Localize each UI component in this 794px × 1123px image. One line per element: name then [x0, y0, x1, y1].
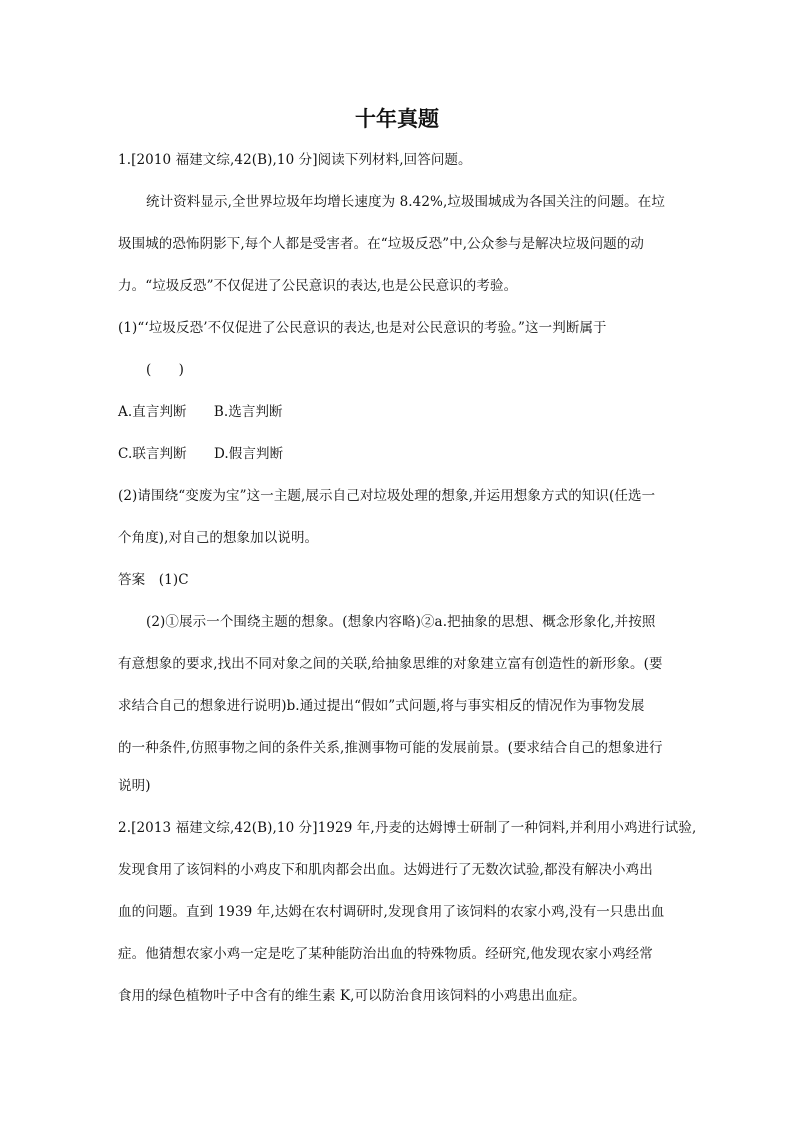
q1-answer-line: (2)①展示一个围绕主题的想象。(想象内容略)②a.把抽象的思想、概念形象化,并按照 [146, 614, 656, 630]
q1-answer-line: 有意想象的要求,找出不同对象之间的关联,给抽象思维的对象建立富有创造性的新形象。(要 [118, 656, 663, 672]
q1-answer-label: 答案 (1)C [118, 572, 189, 588]
q1-sub2-line: 个角度),对自己的想象加以说明。 [118, 530, 319, 546]
q2-line: 发现食用了该饲料的小鸡皮下和肌肉都会出血。达姆进行了无数次试验,都没有解决小鸡出 [118, 862, 653, 878]
q1-sub1: (1)“‘垃圾反恐’不仅促进了公民意识的表达,也是对公民意识的考验。”这一判断属于 [118, 320, 607, 336]
q1-sub2-line: (2)请围绕“变废为宝”这一主题,展示自己对垃圾处理的想象,并运用想象方式的知识(任选一 [118, 488, 656, 504]
q1-answer-line: 说明) [118, 778, 151, 794]
q1-answer-blank: ( ) [146, 362, 184, 378]
q1-option-line: A.直言判断 B.选言判断 [118, 404, 283, 420]
page-title: 十年真题 [355, 107, 439, 131]
q2-line: 症。他猜想农家小鸡一定是吃了某种能防治出血的特殊物质。经研究,他发现农家小鸡经常 [118, 946, 653, 962]
q1-material-line: 圾围城的恐怖阴影下,每个人都是受害者。在“垃圾反恐”中,公众参与是解决垃圾问题的动 [118, 236, 644, 252]
q1-answer-line: 求结合自己的想象进行说明)b.通过提出“假如”式问题,将与事实相反的情况作为事物发展 [118, 698, 645, 714]
q2-line: 血的问题。直到 1939 年,达姆在农村调研时,发现食用了该饲料的农家小鸡,没有一只患出血 [118, 904, 665, 920]
q2-line: 2.[2013 福建文综,42(B),10 分]1929 年,丹麦的达姆博士研制了一种饲料,并利用小鸡进行试验, [118, 820, 697, 836]
q1-material-line: 力。“垃圾反恐”不仅促进了公民意识的表达,也是公民意识的考验。 [118, 278, 518, 294]
q2-line: 食用的绿色植物叶子中含有的维生素 K,可以防治食用该饲料的小鸡患出血症。 [118, 988, 586, 1004]
q1-option-line: C.联言判断 D.假言判断 [118, 446, 284, 462]
q1-answer-line: 的一种条件,仿照事物之间的条件关系,推测事物可能的发展前景。(要求结合自己的想象进行 [118, 740, 663, 756]
q1-header: 1.[2010 福建文综,42(B),10 分]阅读下列材料,回答问题。 [118, 152, 472, 168]
q1-material-line: 统计资料显示,全世界垃圾年均增长速度为 8.42%,垃圾围城成为各国关注的问题。在垃 [146, 194, 665, 210]
